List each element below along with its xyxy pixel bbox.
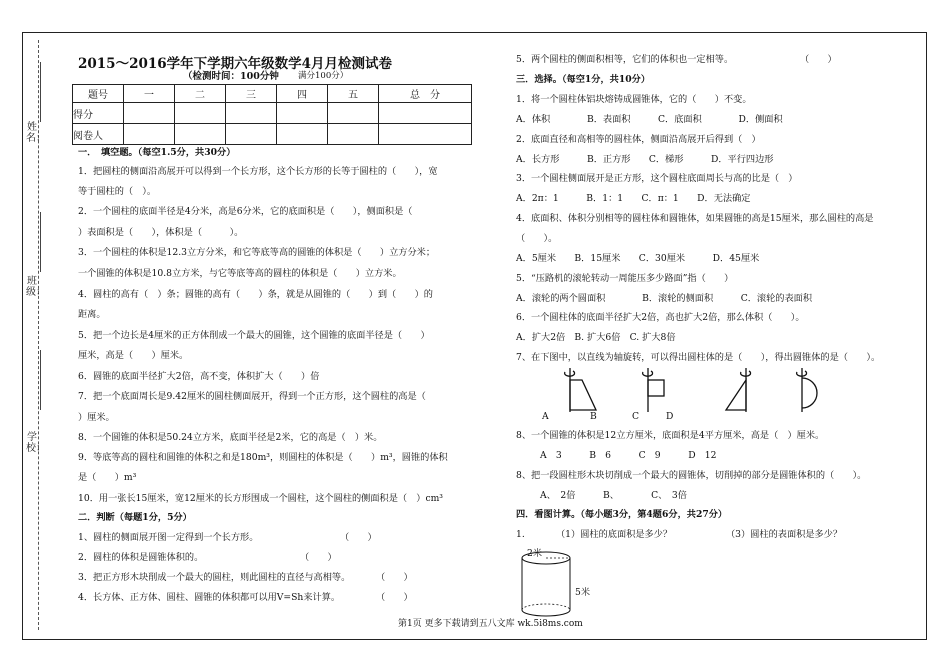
score-header-cell: 五 xyxy=(328,85,379,103)
fill-line: 4．圆柱的高有（ ）条；圆锥的高有（ ）条，就是从圆锥的（ ）到（ ）的 xyxy=(78,289,433,300)
fill-line: 厘米，高是（ ）厘米。 xyxy=(78,350,189,361)
choice-line: A．滚轮的两个圆面积 B．滚轮的侧面积 C．滚轮的表面积 xyxy=(516,293,813,304)
score-header-cell: 一 xyxy=(124,85,175,103)
judge-item: 1、圆柱的侧面展开图一定得到一个长方形。 xyxy=(78,532,259,543)
shape-label-d: D xyxy=(666,411,674,422)
choice-line: 2．底面直径和高相等的圆柱体，侧面沿高展开后得到（ ） xyxy=(516,134,761,145)
fill-line: 等于圆柱的（ ）。 xyxy=(78,186,157,197)
grader-cell[interactable] xyxy=(124,124,175,145)
choice-line: A、 2倍 B、 C、 3倍 xyxy=(540,490,687,501)
choice-line: A．2π：1 B．1：1 C．π：1 D．无法确定 xyxy=(516,193,751,204)
fill-line: 距离。 xyxy=(78,309,106,320)
class-underline xyxy=(40,212,41,272)
fill-line: ）厘米。 xyxy=(78,412,115,423)
judge-item: 2．圆柱的体积是圆锥体积的。 xyxy=(78,552,204,563)
height-label: 5米 xyxy=(575,587,591,598)
fill-line: 8．一个圆锥的体积是50.24立方米，底面半径是2米，它的高是（ ）米。 xyxy=(78,432,383,443)
calc-question: （3）圆柱的表面积是多少？ xyxy=(726,529,843,540)
shape-label-c: C xyxy=(632,411,640,422)
choice-line: A．体积 B．表面积 C．底面积 D．侧面积 xyxy=(516,114,783,125)
score-cell[interactable] xyxy=(277,103,328,124)
choice-line: 6．一个圆柱体的底面半径扩大2倍，高也扩大2倍，那么体积（ ）。 xyxy=(516,312,805,323)
choice-line: 8、把一段圆柱形木块切削成一个最大的圆锥体，切削掉的部分是圆锥体积的（ ）。 xyxy=(516,470,867,481)
score-row-label: 得分 xyxy=(73,103,124,124)
grader-cell[interactable] xyxy=(379,124,472,145)
fill-line: 7．把一个底面周长是9.42厘米的圆柱侧面展开，得到一个正方形，这个圆柱的高是（ xyxy=(78,391,426,402)
choice-line: （ ）。 xyxy=(516,233,558,244)
section-2-heading: 二．判断（每题1分，5分） xyxy=(78,512,192,523)
choice-line: A．5厘米 B．15厘米 C．30厘米 D．45厘米 xyxy=(516,253,760,264)
choice-line: A．长方形 B．正方形 C．梯形 D．平行四边形 xyxy=(516,154,774,165)
page-title: 2015～2016学年下学期六年级数学4月月检测试卷 xyxy=(78,56,393,72)
score-row xyxy=(73,103,472,124)
choice-line: 3．一个圆柱侧面展开是正方形，这个圆柱底面周长与高的比是（ ） xyxy=(516,173,798,184)
score-table-header xyxy=(73,85,472,103)
school-underline xyxy=(40,350,41,410)
score-header-cell: 总 分 xyxy=(379,85,472,103)
class-label: 班级： xyxy=(26,276,46,298)
name-underline xyxy=(40,62,41,122)
judge-item: 3．把正方形木块削成一个最大的圆柱，则此圆柱的直径与高相等。 xyxy=(78,572,351,583)
shape-b-square xyxy=(643,368,664,412)
choice-line: 1．将一个圆柱体铝块熔铸成圆锥体，它的（ ）不变。 xyxy=(516,94,752,105)
score-cell[interactable] xyxy=(379,103,472,124)
choice-line: A 3 B 6 C 9 D 12 xyxy=(540,450,717,461)
judge-bracket[interactable]: （ ） xyxy=(800,54,837,65)
fill-line: 3．一个圆柱的体积是12.3立方分米，和它等底等高的圆锥的体积是（ ）立方分米； xyxy=(78,247,436,258)
fill-line: 6．圆锥的底面半径扩大2倍，高不变，体积扩大（ ）倍 xyxy=(78,371,320,382)
section-4-heading: 四．看图计算。（每小题3分，第4题6分，共27分） xyxy=(516,509,728,520)
shape-a-trapezoid xyxy=(565,368,596,412)
section-3-heading: 三．选择。（每空1分，共10分） xyxy=(516,74,651,85)
shape-label-a: A xyxy=(542,411,549,422)
fill-line: 10．用一张长15厘米，宽12厘米的长方形围成一个圆柱，这个圆柱的侧面积是（ ）cm³ xyxy=(78,493,443,504)
exam-time: （检测时间：100分钟 xyxy=(183,71,279,82)
score-header-cell: 三 xyxy=(226,85,277,103)
shape-label-b: B xyxy=(590,411,597,422)
judge-bracket[interactable]: （ ） xyxy=(376,572,413,583)
judge-bracket[interactable]: （ ） xyxy=(376,592,413,603)
school-label: 学校： xyxy=(26,432,46,454)
grader-row-label: 阅卷人 xyxy=(73,124,124,145)
score-cell[interactable] xyxy=(226,103,277,124)
rotation-shapes xyxy=(560,366,840,414)
judge-bracket[interactable]: （ ） xyxy=(340,532,377,543)
choice-line: 8、一个圆锥的体积是12立方厘米，底面积是4平方厘米，高是（ ）厘米。 xyxy=(516,430,825,441)
score-cell[interactable] xyxy=(175,103,226,124)
score-header-cell: 四 xyxy=(277,85,328,103)
judge-item: 4．长方体、正方体、圆柱、圆锥的体积都可以用V=Sh来计算。 xyxy=(78,592,341,603)
judge-item: 5．两个圆柱的侧面积相等，它们的体积也一定相等。 xyxy=(516,54,734,65)
grader-cell[interactable] xyxy=(226,124,277,145)
full-score: 满分100分） xyxy=(298,71,349,81)
choice-line: 7、在下图中，以直线为轴旋转，可以得出圆柱体的是（ ），得出圆锥体的是（ ）。 xyxy=(516,352,881,363)
fill-line: ）表面积是（ ），体积是（ ）。 xyxy=(78,227,244,238)
grader-row xyxy=(73,124,472,145)
section-1-heading: 一． 填空题。（每空1.5分，共30分） xyxy=(78,147,236,158)
fill-line: 1．把圆柱的侧面沿高展开可以得到一个长方形，这个长方形的长等于圆柱的（ ），宽 xyxy=(78,166,438,177)
score-header-cell: 题号 xyxy=(73,85,124,103)
binding-line xyxy=(38,40,39,630)
fill-line: 是（ ）m³ xyxy=(78,472,137,483)
calc-question: （1）圆柱的底面积是多少？ xyxy=(556,529,673,540)
fill-line: 9．等底等高的圆柱和圆锥的体积之和是180m³，则圆柱的体积是（ ）m³，圆锥的体积 xyxy=(78,452,448,463)
shape-d-semicircle xyxy=(797,368,817,412)
grader-cell[interactable] xyxy=(328,124,379,145)
fill-line: 2．一个圆柱的底面半径是4分米，高是6分米，它的底面积是（ ），侧面积是（ xyxy=(78,206,413,217)
grader-cell[interactable] xyxy=(277,124,328,145)
choice-line: 4．底面积、体积分别相等的圆柱体和圆锥体，如果圆锥的高是15厘米，那么圆柱的高是 xyxy=(516,213,874,224)
grader-cell[interactable] xyxy=(175,124,226,145)
judge-bracket[interactable]: （ ） xyxy=(300,552,337,563)
score-table xyxy=(72,84,472,145)
score-cell[interactable] xyxy=(124,103,175,124)
shape-c-triangle xyxy=(726,368,751,412)
radius-label: 2米 xyxy=(527,548,543,559)
fill-line: 5．把一个边长是4厘米的正方体削成一个最大的圆锥，这个圆锥的底面半径是（ ） xyxy=(78,330,430,341)
calc-question-number: 1. xyxy=(516,529,525,540)
score-header-cell: 二 xyxy=(175,85,226,103)
page-footer: 第1页 更多下载请到五八文库 wk.5i8ms.com xyxy=(398,619,583,629)
name-label: 姓名： xyxy=(26,122,46,144)
fill-line: 一个圆锥的体积是10.8立方米，与它等底等高的圆柱的体积是（ ）立方米。 xyxy=(78,268,402,279)
choice-line: A．扩大2倍 B. 扩大6倍 C. 扩大8倍 xyxy=(516,332,676,343)
choice-line: 5．“压路机的滚轮转动一周能压多少路面”指（ ） xyxy=(516,273,734,284)
score-cell[interactable] xyxy=(328,103,379,124)
